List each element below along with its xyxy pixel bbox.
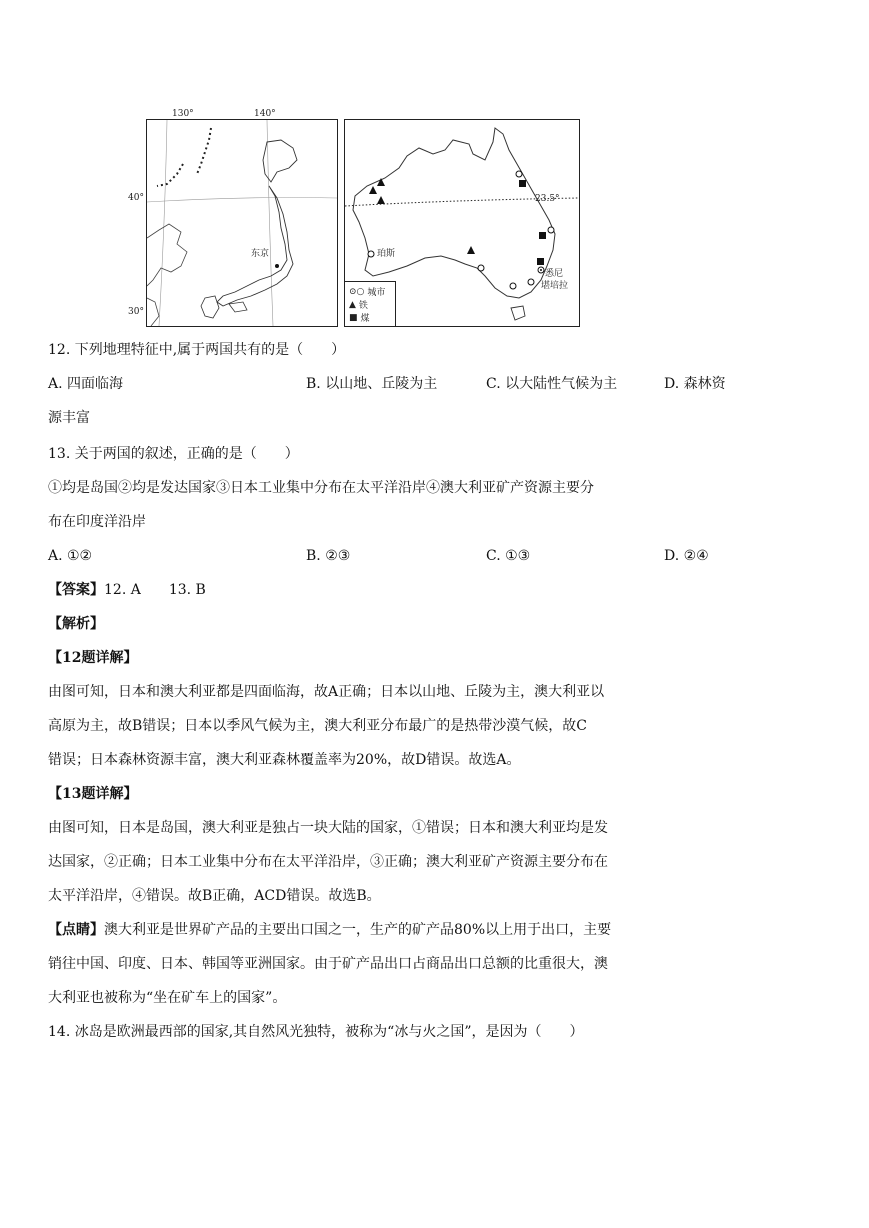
tip-line-1 xyxy=(48,920,611,940)
tokyo-label: 东京 xyxy=(251,249,270,259)
legend-iron: ▲ 铁 xyxy=(349,299,368,311)
analysis-label: 【解析】 xyxy=(48,616,104,632)
q14-stem: 14. 冰岛是欧洲最西部的国家,其自然风光独特，被称为“冰与火之国”，是因为（ ） xyxy=(48,1024,584,1040)
triangle-icon: ▲ xyxy=(349,299,356,310)
q12-option-d-cont: 源丰富 xyxy=(48,410,90,426)
q13-option-d: D. ②④ xyxy=(664,548,709,564)
detail13-label: 【13题详解】 xyxy=(48,786,138,802)
answer-line xyxy=(48,580,206,600)
tip-line-3: 大利亚也被称为“坐在矿车上的国家”。 xyxy=(48,990,287,1006)
tropic-label: 23.5° xyxy=(535,194,560,204)
japan-map xyxy=(146,119,338,327)
legend-city: ⊙○ 城市 xyxy=(349,286,386,298)
city-symbol-icon: ⊙○ xyxy=(349,286,365,297)
q12-option-b: B. 以山地、丘陵为主 xyxy=(306,376,438,392)
answer-label: 【答案】 xyxy=(48,582,104,598)
sydney-label: 悉尼 xyxy=(545,269,564,279)
detail12-line-1: 由图可知，日本和澳大利亚都是四面临海，故A正确；日本以山地、丘陵为主，澳大利亚以 xyxy=(48,684,605,700)
detail13-line-2: 达国家，②正确；日本工业集中分布在太平洋沿岸，③正确；澳大利亚矿产资源主要分布在 xyxy=(48,854,608,870)
q13-statements-2: 布在印度洋沿岸 xyxy=(48,514,146,530)
detail12-label: 【12题详解】 xyxy=(48,650,138,666)
maps-figure xyxy=(128,109,590,329)
japan-map-drawing xyxy=(147,120,337,326)
q13-option-c: C. ①③ xyxy=(486,548,531,564)
detail13-line-1: 由图可知，日本是岛国，澳大利亚是独占一块大陆的国家，①错误；日本和澳大利亚均是发 xyxy=(48,820,608,836)
answer-text: 12. A 13. B xyxy=(104,582,206,598)
q13-stem: 13. 关于两国的叙述，正确的是（ ） xyxy=(48,446,299,462)
q12-stem: 12. 下列地理特征中,属于两国共有的是（ ） xyxy=(48,342,346,358)
square-icon: ■ xyxy=(349,312,358,323)
q12-option-d: D. 森林资 xyxy=(664,376,726,392)
detail12-line-2: 高原为主，故B错误；日本以季风气候为主，澳大利亚分布最广的是热带沙漠气候，故C xyxy=(48,718,587,734)
q13-statements-1: ①均是岛国②均是发达国家③日本工业集中分布在太平洋沿岸④澳大利亚矿产资源主要分 xyxy=(48,480,594,496)
lat-label-30: 30° xyxy=(128,307,144,317)
perth-label: 珀斯 xyxy=(377,249,396,259)
australia-map xyxy=(344,119,580,327)
q13-option-a: A. ①② xyxy=(48,548,93,564)
q13-option-b: B. ②③ xyxy=(306,548,351,564)
tip-text-1: 澳大利亚是世界矿产品的主要出口国之一，生产的矿产品80%以上用于出口，主要 xyxy=(104,922,612,938)
tip-line-2: 销往中国、印度、日本、韩国等亚洲国家。由于矿产品出口占商品出口总额的比重很大，澳 xyxy=(48,956,608,972)
map-legend xyxy=(345,281,396,326)
detail12-line-3: 错误；日本森林资源丰富，澳大利亚森林覆盖率为20%，故D错误。故选A。 xyxy=(48,752,521,768)
q12-option-a: A. 四面临海 xyxy=(48,376,124,392)
lon-label-140: 140° xyxy=(254,109,276,119)
canberra-label: 堪培拉 xyxy=(541,281,569,291)
legend-coal: ■ 煤 xyxy=(349,312,370,324)
tip-label: 【点睛】 xyxy=(48,922,104,938)
detail13-line-3: 太平洋沿岸，④错误。故B正确，ACD错误。故选B。 xyxy=(48,888,381,904)
lon-label-130: 130° xyxy=(172,109,194,119)
lat-label-40: 40° xyxy=(128,193,144,203)
q12-option-c: C. 以大陆性气候为主 xyxy=(486,376,618,392)
